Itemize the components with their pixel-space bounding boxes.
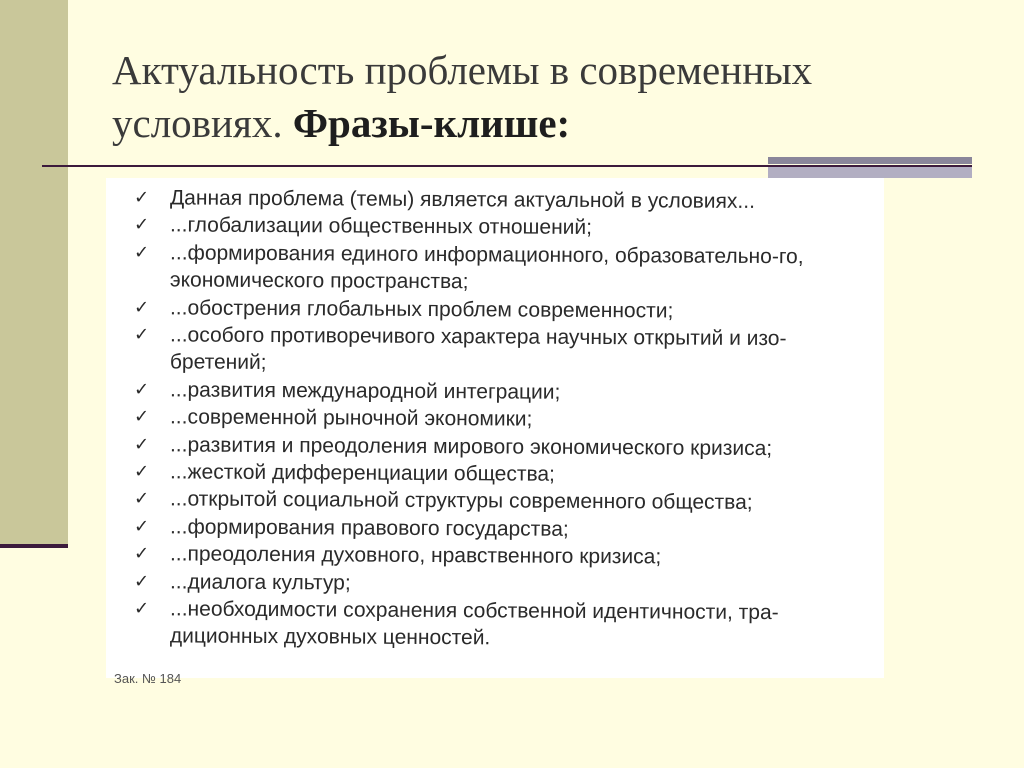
title-bold: Фразы-клише: <box>292 100 571 146</box>
phrase-text: ...диалога культур; <box>169 570 351 595</box>
side-decor-band <box>0 0 68 546</box>
phrase-text: ...формирования правового государства; <box>169 515 569 541</box>
accent-bar-light <box>768 167 972 178</box>
phrase-text: ...глобализации общественных отношений; <box>169 213 593 240</box>
check-icon: ✓ <box>133 433 150 454</box>
scan-footer-note: Зак. № 184 <box>114 671 182 686</box>
list-item <box>106 403 884 435</box>
list-item <box>106 595 884 655</box>
list-item <box>106 540 884 572</box>
accent-bar-dark <box>768 157 972 164</box>
phrase-text: ...открытой социальной структуры современного общества; <box>169 487 753 515</box>
scanned-page <box>106 178 884 686</box>
phrase-text: ...преодоления духовного, нравственного кризиса; <box>169 542 662 569</box>
phrase-text: ...особого противоречивого характера научных открытий и изо-бретений; <box>169 323 787 375</box>
list-item <box>106 321 884 381</box>
check-icon: ✓ <box>133 570 150 591</box>
phrase-list <box>106 184 884 650</box>
phrase-text: ...формирования единого информационного, образовательно-го, экономического пространства; <box>169 241 804 294</box>
check-icon: ✓ <box>133 214 150 235</box>
phrase-text: ...развития международной интеграции; <box>169 378 561 404</box>
check-icon: ✓ <box>133 488 150 509</box>
phrase-text: ...необходимости сохранения собственной идентичности, тра-диционных духовных ценностей. <box>169 597 779 650</box>
phrase-text: ...современной рыночной экономики; <box>169 405 533 431</box>
slide-title <box>112 44 972 150</box>
check-icon: ✓ <box>133 461 150 482</box>
phrase-text: Данная проблема (темы) является актуальной в условиях... <box>169 186 756 213</box>
check-icon: ✓ <box>134 241 150 263</box>
list-item <box>106 239 884 299</box>
phrase-text: ...развития и преодоления мирового экономического кризиса; <box>169 433 773 460</box>
check-icon: ✓ <box>133 516 150 537</box>
check-icon: ✓ <box>133 187 150 208</box>
check-icon: ✓ <box>133 296 150 317</box>
check-icon: ✓ <box>133 543 150 564</box>
check-icon: ✓ <box>134 598 150 619</box>
phrase-text: ...жесткой дифференциации общества; <box>169 460 556 486</box>
side-decor-rule <box>0 544 68 548</box>
check-icon: ✓ <box>133 379 150 400</box>
check-icon: ✓ <box>134 324 150 345</box>
title-regular: Актуальность проблемы в современных условиях. <box>112 47 813 146</box>
phrase-text: ...обострения глобальных проблем современности; <box>169 296 674 323</box>
check-icon: ✓ <box>133 406 150 427</box>
